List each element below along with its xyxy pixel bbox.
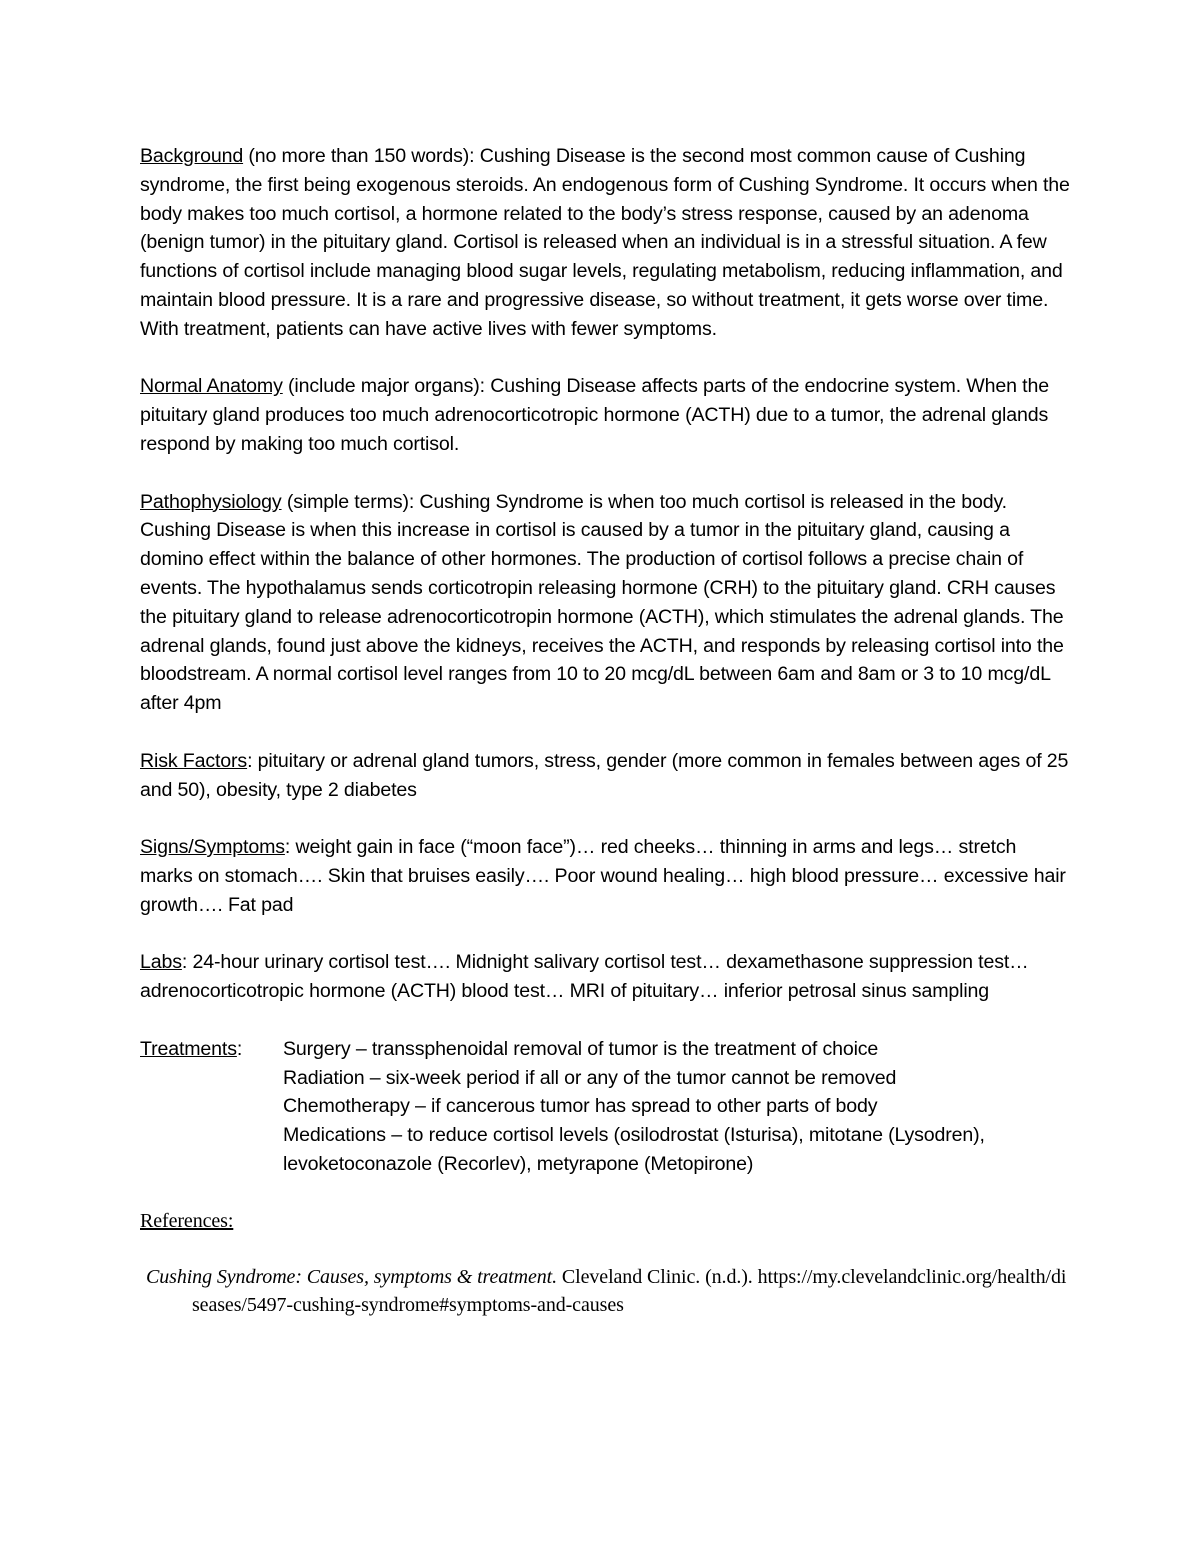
background-paragraph bbox=[140, 142, 1070, 344]
treatment-item: Medications – to reduce cortisol levels (osilodrostat (Isturisa), mitotane (Lysodren), levoketoconazole (Recorlev), metyrapone (Metopirone) bbox=[283, 1124, 985, 1175]
labs-heading: Labs bbox=[140, 951, 182, 974]
signs-symptoms-section bbox=[140, 833, 1070, 919]
treatments-heading-suffix: : bbox=[236, 1037, 243, 1060]
signs-symptoms-heading: Signs/Symptoms bbox=[140, 836, 285, 859]
treatment-item: Radiation – six-week period if all or any of the tumor cannot be removed bbox=[283, 1066, 897, 1089]
treatment-item: Surgery – transsphenoidal removal of tumor is the treatment of choice bbox=[283, 1037, 879, 1060]
treatments-section bbox=[140, 1035, 1070, 1179]
treatment-item: Chemotherapy – if cancerous tumor has spread to other parts of body bbox=[283, 1095, 878, 1118]
normal-anatomy-body: (include major organs): Cushing Disease affects parts of the endocrine system. When the pituitary gland produces too much adrenocorticotropic hormone (ACTH) due to a tumor, the adrenal glands respond by making too much cortisol. bbox=[140, 375, 1049, 455]
treatments-heading-cell bbox=[140, 1035, 283, 1179]
risk-factors-heading: Risk Factors bbox=[140, 749, 248, 772]
risk-factors-paragraph bbox=[140, 747, 1070, 805]
signs-symptoms-paragraph bbox=[140, 833, 1070, 919]
reference-title: Cushing Syndrome: Causes, symptoms & treatment. bbox=[146, 1266, 558, 1289]
risk-factors-section bbox=[140, 747, 1070, 805]
treatments-list bbox=[283, 1035, 1070, 1179]
background-section bbox=[140, 142, 1070, 344]
signs-symptoms-body: : weight gain in face (“moon face”)… red cheeks… thinning in arms and legs… stretch marks on stomach…. Skin that bruises easily…. Poor wound healing… high blood pressure… excessive hair growth…. Fat pad bbox=[140, 836, 1066, 916]
reference-details: Cleveland Clinic. (n.d.). https://my.clevelandclinic.org/health/diseases/5497-cushing-syndrome#symptoms-and-causes bbox=[192, 1266, 1067, 1317]
background-heading: Background bbox=[140, 145, 244, 167]
references-heading: References: bbox=[140, 1210, 234, 1233]
pathophysiology-paragraph bbox=[140, 488, 1070, 718]
labs-section bbox=[140, 948, 1070, 1006]
pathophysiology-body: (simple terms): Cushing Syndrome is when too much cortisol is released in the body. Cushing Disease is when this increase in cortisol is caused by a tumor in the pituitary gland, causing a domino effect within the balance of other hormones. The production of cortisol follows a precise chain of events. The hypothalamus sends corticotropin releasing hormone (CRH) to the pituitary gland. CRH causes the pituitary gland to release adrenocorticotropin hormone (ACTH), which stimulates the adrenal glands. The adrenal glands, found just above the kidneys, receives the ACTH, and responds by releasing cortisol into the bloodstream. A normal cortisol level ranges from 10 to 20 mcg/dL between 6am and 8am or 3 to 10 mcg/dL after 4pm bbox=[140, 490, 1064, 715]
background-body: (no more than 150 words): Cushing Disease is the second most common cause of Cushing syndrome, the first being exogenous steroids. An endogenous form of Cushing Syndrome. It occurs when the body makes too much cortisol, a hormone related to the body’s stress response, caused by an adenoma (benign tumor) in the pituitary gland. Cortisol is released when an individual is in a stressful situation. A few functions of cortisol include managing blood sugar levels, regulating metabolism, reducing inflammation, and maintain blood pressure. It is a rare and progressive disease, so without treatment, it gets worse over time. With treatment, patients can have active lives with fewer symptoms. bbox=[140, 145, 1070, 340]
normal-anatomy-paragraph bbox=[140, 372, 1070, 458]
references-section bbox=[140, 1207, 1070, 1319]
normal-anatomy-section bbox=[140, 372, 1070, 458]
document-page bbox=[140, 142, 1070, 1319]
labs-paragraph bbox=[140, 948, 1070, 1006]
treatments-heading: Treatments bbox=[140, 1037, 237, 1060]
normal-anatomy-heading: Normal Anatomy bbox=[140, 375, 283, 398]
pathophysiology-section bbox=[140, 488, 1070, 718]
labs-body: : 24-hour urinary cortisol test…. Midnight salivary cortisol test… dexamethasone suppression test… adrenocorticotropic hormone (ACTH) blood test… MRI of pituitary… inferior petrosal sinus sampling bbox=[140, 951, 1029, 1003]
reference-entry bbox=[140, 1263, 1070, 1319]
risk-factors-body: : pituitary or adrenal gland tumors, stress, gender (more common in females between ages of 25 and 50), obesity, type 2 diabetes bbox=[140, 749, 1069, 801]
pathophysiology-heading: Pathophysiology bbox=[140, 490, 282, 513]
